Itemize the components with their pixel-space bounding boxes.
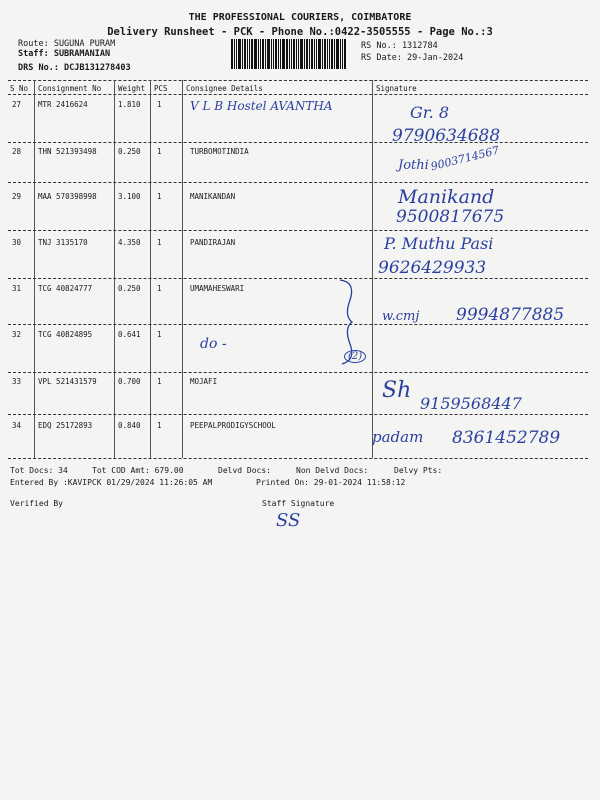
row-consignment: TCG 40824895	[38, 330, 93, 339]
barcode-bar	[344, 39, 346, 69]
barcode-bar	[322, 39, 323, 69]
barcode-bar	[273, 39, 274, 69]
col-consignee: Consignee Details	[186, 84, 263, 93]
handwritten-phone: 9159568447	[420, 394, 522, 413]
handwritten-signature: Manikand	[398, 186, 495, 208]
divider	[8, 458, 588, 459]
barcode-bar	[265, 39, 266, 69]
handwritten-signature: Gr. 8	[410, 103, 450, 122]
total-cod: Tot COD Amt: 679.00	[92, 466, 184, 475]
staff-label: Staff: SUBRAMANIAN	[18, 49, 111, 59]
barcode-bar	[249, 39, 250, 69]
row-consignee: PANDIRAJAN	[190, 238, 236, 247]
row-consignment: THN 521393498	[38, 147, 97, 156]
barcode-bar	[331, 39, 333, 69]
barcode-bar	[316, 39, 317, 69]
row-sno: 28	[12, 147, 22, 156]
row-sno: 32	[12, 330, 22, 339]
barcode-bar	[300, 39, 303, 69]
barcode-bar	[309, 39, 310, 69]
barcode-bar	[318, 39, 321, 69]
handwritten-phone: 9626429933	[378, 258, 487, 278]
handwritten-signature: w.cmj	[382, 309, 420, 324]
handwritten-signature: P. Muthu Pasi	[384, 234, 494, 253]
drs-number: DRS No.: DCJB131278403	[18, 63, 131, 73]
row-weight: 4.350	[118, 238, 141, 247]
barcode-bar	[329, 39, 330, 69]
col-weight: Weight	[118, 84, 146, 93]
column-rule	[34, 80, 35, 458]
col-signature: Signature	[376, 84, 417, 93]
barcode-bar	[324, 39, 326, 69]
rs-date: RS Date: 29-Jan-2024	[361, 53, 464, 63]
barcode-bar	[286, 39, 288, 69]
row-sno: 34	[12, 421, 22, 430]
divider	[8, 372, 588, 373]
handwritten-consignee: V L B Hostel AVANTHA	[190, 99, 333, 113]
entered-by: Entered By :KAVIPCK 01/29/2024 11:26:05 AM	[10, 478, 213, 487]
row-consignment: MAA 570398998	[38, 192, 97, 201]
barcode-bar	[280, 39, 281, 69]
barcode-bar	[289, 39, 290, 69]
non-delivered-docs: Non Delvd Docs:	[296, 466, 369, 475]
divider	[8, 142, 588, 143]
row-sno: 31	[12, 284, 22, 293]
handwritten-phone: 9790634688	[392, 126, 501, 146]
divider	[8, 278, 588, 279]
col-consignment: Consignment No	[38, 84, 102, 93]
row-sno: 30	[12, 238, 22, 247]
row-consignee: MANIKANDAN	[190, 192, 236, 201]
printed-on: Printed On: 29-01-2024 11:58:12	[256, 478, 406, 487]
column-rule	[150, 80, 151, 458]
barcode-bar	[236, 39, 237, 69]
delivery-points: Delvy Pts:	[394, 466, 443, 475]
barcode-bar	[262, 39, 264, 69]
handwritten-phone: 8361452789	[452, 428, 561, 448]
row-consignee: UMAMAHESWARI	[190, 284, 245, 293]
row-weight: 0.700	[118, 377, 141, 386]
barcode-bar	[327, 39, 328, 69]
handwritten-signature: Jothi	[398, 158, 429, 173]
runsheet-title: Delivery Runsheet - PCK - Phone No.:0422-3505555 - Page No.:3	[107, 26, 493, 38]
row-pcs: 1	[157, 421, 162, 430]
barcode-bar	[258, 39, 259, 69]
row-consignment: TCG 40824777	[38, 284, 93, 293]
row-consignment: TNJ 3135170	[38, 238, 88, 247]
row-weight: 0.840	[118, 421, 141, 430]
handwritten-phone: 9500817675	[396, 207, 505, 227]
handwritten-signature: Sh	[382, 378, 412, 403]
handwritten-consignee: do -	[200, 336, 227, 352]
barcode-bar	[296, 39, 297, 69]
row-consignment: VPL 521431579	[38, 377, 97, 386]
row-weight: 3.100	[118, 192, 141, 201]
row-pcs: 1	[157, 330, 162, 339]
delivered-docs: Delvd Docs:	[218, 466, 271, 475]
row-weight: 0.250	[118, 284, 141, 293]
barcode-bar	[244, 39, 246, 69]
handwritten-signature: padam	[372, 428, 424, 446]
rs-number: RS No.: 1312784	[361, 41, 438, 51]
barcode-bar	[238, 39, 241, 69]
row-sno: 27	[12, 100, 22, 109]
col-sno: S No	[10, 84, 29, 93]
staff-signature-label: Staff Signature	[262, 499, 335, 508]
row-consignee: MOJAFI	[190, 377, 218, 386]
col-pcs: PCS	[154, 84, 168, 93]
company-title: THE PROFESSIONAL COURIERS, COIMBATORE	[188, 12, 412, 23]
barcode-bar	[298, 39, 299, 69]
barcode-bar	[306, 39, 308, 69]
row-consignment: EDQ 25172893	[38, 421, 93, 430]
divider	[8, 414, 588, 415]
divider	[8, 94, 588, 95]
barcode-bar	[260, 39, 261, 69]
row-pcs: 1	[157, 284, 162, 293]
row-pcs: 1	[157, 100, 162, 109]
barcode-bar	[282, 39, 285, 69]
barcode-bar	[340, 39, 341, 69]
row-consignee: TURBOMOTINDIA	[190, 147, 249, 156]
row-sno: 33	[12, 377, 22, 386]
row-sno: 29	[12, 192, 22, 201]
row-consignment: MTR 2416624	[38, 100, 88, 109]
row-weight: 1.810	[118, 100, 141, 109]
row-weight: 0.641	[118, 330, 141, 339]
barcode-bar	[304, 39, 305, 69]
barcode-bar	[231, 39, 233, 69]
barcode-bar	[293, 39, 295, 69]
handwritten-phone: 9003714567	[429, 143, 501, 174]
barcode	[231, 39, 355, 69]
bracket-note: (2)	[344, 350, 366, 363]
barcode-bar	[271, 39, 272, 69]
barcode-bar	[314, 39, 315, 69]
barcode-bar	[251, 39, 253, 69]
column-rule	[114, 80, 115, 458]
barcode-bar	[311, 39, 313, 69]
barcode-bar	[247, 39, 248, 69]
divider	[8, 230, 588, 231]
barcode-bar	[242, 39, 243, 69]
barcode-bar	[334, 39, 335, 69]
column-rule	[182, 80, 183, 458]
handwritten-phone: 9994877885	[456, 305, 565, 325]
barcode-bar	[275, 39, 277, 69]
column-rule	[372, 80, 373, 458]
divider	[8, 80, 588, 81]
barcode-bar	[342, 39, 343, 69]
barcode-bar	[278, 39, 279, 69]
divider	[8, 182, 588, 183]
barcode-bar	[291, 39, 292, 69]
row-pcs: 1	[157, 377, 162, 386]
verified-by: Verified By	[10, 499, 63, 508]
row-pcs: 1	[157, 192, 162, 201]
staff-signature-mark: SS	[276, 510, 301, 531]
barcode-bar	[336, 39, 339, 69]
route-label: Route: SUGUNA PURAM	[18, 39, 116, 49]
barcode-bar	[234, 39, 235, 69]
barcode-bar	[267, 39, 270, 69]
row-consignee: PEEPALPRODIGYSCHOOL	[190, 421, 276, 430]
row-pcs: 1	[157, 147, 162, 156]
total-docs: Tot Docs: 34	[10, 466, 68, 475]
row-pcs: 1	[157, 238, 162, 247]
barcode-bar	[254, 39, 257, 69]
row-weight: 0.250	[118, 147, 141, 156]
